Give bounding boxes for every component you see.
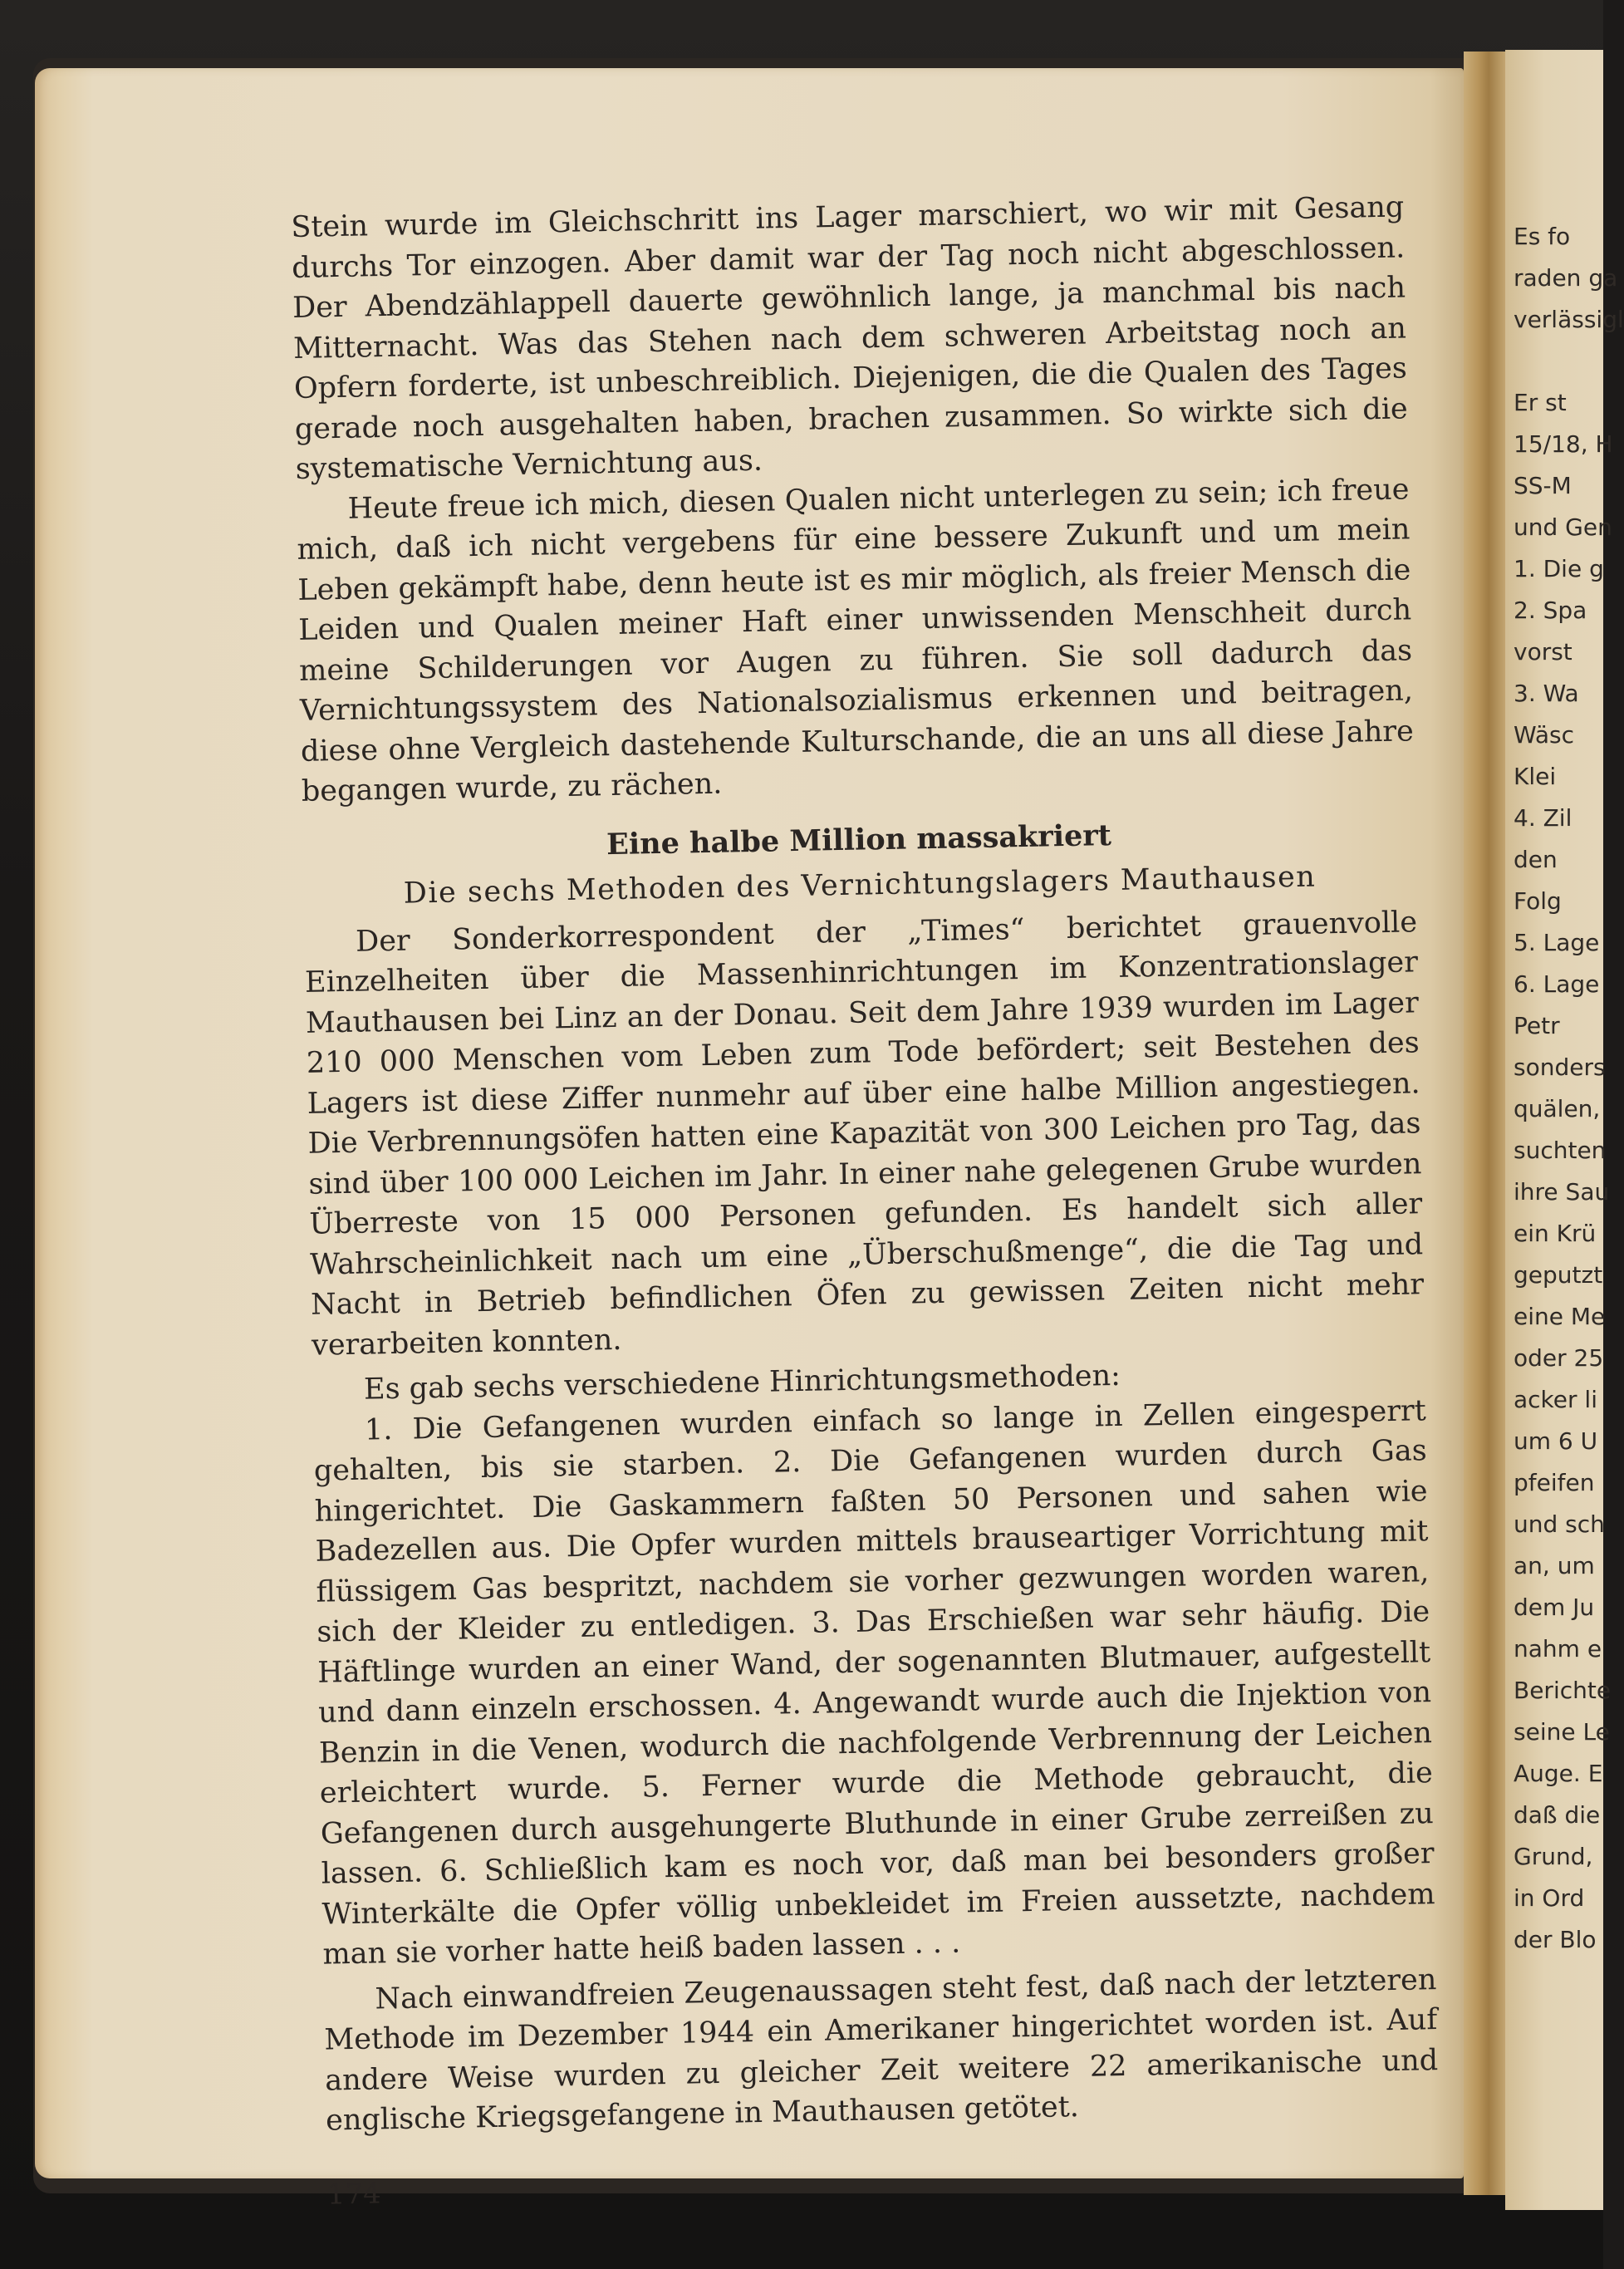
book-gutter (1464, 52, 1505, 2195)
right-line: Folg (1514, 887, 1562, 915)
right-line: seine Le (1514, 1718, 1610, 1746)
right-line: 3. Wa (1514, 680, 1579, 707)
right-line: oder 25 (1514, 1344, 1604, 1372)
right-line: Grund, (1514, 1843, 1593, 1870)
right-line: 2. Spa (1514, 597, 1587, 624)
left-page-text (291, 187, 1440, 2214)
page-number: 174 (326, 2176, 382, 2212)
right-line: Auge. E (1514, 1760, 1603, 1787)
right-line: und Gen (1514, 513, 1612, 541)
right-line: in Ord (1514, 1884, 1585, 1912)
paragraph-2: Heute freue ich mich, diesen Qualen nicht unterlegen zu sein; ich freue mich, daß ich nicht vergebens für eine bessere Zukunft und um mein Leben gekämpft habe, denn heute ist es mir möglich, als freier Mensch die Leiden und Qualen meiner Haft einer unwissenden Menschheit durch meine Schilderungen vor Augen zu führen. Sie soll dadurch das Vernichtungssystem des Nationalsozialismus erkennen und beitragen, diese ohne Vergleich dastehende Kulturschande, die an uns all diese Jahre begangen wurde, zu rächen. (297, 472, 1415, 808)
right-line: raden ga (1514, 264, 1618, 292)
right-line: acker li (1514, 1386, 1597, 1413)
right-line: quälen, (1514, 1095, 1601, 1122)
right-line: Er st (1514, 389, 1567, 416)
right-line: ein Krü (1514, 1220, 1597, 1247)
right-line: daß die (1514, 1801, 1601, 1829)
right-line: den (1514, 846, 1558, 873)
right-page-text (1514, 216, 1624, 1961)
right-line: pfeifen (1514, 1469, 1595, 1496)
section-heading: Eine halbe Million massakriert (606, 818, 1112, 862)
right-line: Wäsc (1514, 721, 1575, 749)
right-line: ihre Sau (1514, 1178, 1610, 1206)
right-line: 15/18, H (1514, 430, 1613, 458)
right-line: an, um (1514, 1552, 1595, 1579)
paragraph-4: Es gab sechs verschiedene Hinrichtungsmethoden: (363, 1358, 1121, 1407)
paragraph-6: Nach einwandfreien Zeugenaussagen steht fest, daß nach der letzteren Methode im Dezember 1944 ein Amerikaner hingerichtet worden ist. Auf andere Weise wurden zu gleicher Zeit weitere 22 amerikanische und englische Kriegsgefangene in Mauthausen getötet. (324, 1962, 1439, 2138)
right-line: Berichte (1514, 1677, 1612, 1704)
right-line: 5. Lage (1514, 929, 1600, 956)
right-line: Es fo (1514, 223, 1571, 250)
paragraph-3: Der Sonderkorrespondent der „Times“ berichtet grauenvolle Einzelheiten über die Massenhinrichtungen im Konzentrationslager Mauthausen bei Linz an der Donau. Seit dem Jahre 1939 wurden im Lager 210 000 Menschen vom Leben zum Tode befördert; seit Bestehen des Lagers ist diese Ziffer nunmehr auf über eine halbe Million angestiegen. Die Verbrennungsöfen hatten eine Kapazität von 300 Leichen pro Tag, das sind über 100 000 Leichen im Jahr. In einer nahe gelegenen Grube wurden Überreste von 15 000 Personen gefunden. Es handelt sich aller Wahrscheinlichkeit nach um eine „Überschußmenge“, die die Tag und Nacht in Betrieb befindlichen Öfen zu gewissen Zeiten nicht mehr verarbeiten konnten. (304, 905, 1425, 1363)
right-line: der Blo (1514, 1926, 1597, 1953)
right-line: und sch (1514, 1510, 1605, 1538)
right-line: 6. Lage (1514, 970, 1600, 998)
right-line: um 6 U (1514, 1427, 1598, 1455)
right-line: dem Ju (1514, 1594, 1595, 1621)
right-line (1514, 341, 1603, 382)
right-line: 4. Zil (1514, 804, 1572, 832)
section-subheading: Die sechs Methoden des Vernichtungslagers Mauthausen (403, 860, 1317, 911)
right-line: Klei (1514, 763, 1557, 790)
right-line: eine Me (1514, 1303, 1606, 1330)
right-line: sonders (1514, 1053, 1606, 1081)
right-line: 1. Die g (1514, 555, 1604, 582)
right-line: Petr (1514, 1012, 1560, 1039)
paragraph-5: 1. Die Gefangenen wurden einfach so lange in Zellen eingesperrt gehalten, bis sie starben. 2. Die Gefangenen wurden durch Gas hingerichtet. Die Gaskammern faßten 50 Personen und sahen wie Badezellen aus. Die Opfer wurden mittels brauseartiger Vorrichtung mit flüssigem Gas bespritzt, nachdem sie vorher gezwungen worden waren, sich der Kleider zu entledigen. 3. Das Erschießen war sehr häufig. Die Häftlinge wurden an einer Wand, der sogenannten Blutmauer, aufgestellt und dann einzeln erschossen. 4. Angewandt wurde auch die Injektion von Benzin in die Venen, wodurch die nachfolgende Verbrennung der Leichen erleichtert wurde. 5. Ferner wurde die Methode gebraucht, die Gefangenen durch ausgehungerte Bluthunde in einer Grube zerreißen zu lassen. 6. Schließlich kam es noch vor, daß man bei besonders großer Winterkälte die Opfer völlig unbekleidet im Freien aussetzte, nachdem man sie vorher hatte heiß baden lassen . . . (313, 1393, 1435, 1972)
right-line: suchten (1514, 1137, 1607, 1164)
right-line: verlässigl (1514, 306, 1624, 333)
right-line: vorst (1514, 638, 1572, 665)
paragraph-1: Stein wurde im Gleichschritt ins Lager marschiert, wo wir mit Gesang durchs Tor einzogen. Aber damit war der Tag noch nicht abgeschlossen. Der Abendzählappell dauerte gewöhnlich lange, ja manchmal bis nach Mitternacht. Was das Stehen nach dem schweren Arbeitstag noch an Opfern forderte, ist unbeschreiblich. Diejenigen, die die Qualen des Tages gerade noch ausgehalten haben, brachen zusammen. So wirkte sich die systematische Vernichtung aus. (291, 190, 1409, 486)
right-line: geputzt (1514, 1261, 1603, 1289)
right-line: nahm e (1514, 1635, 1602, 1662)
right-line: SS-M (1514, 472, 1572, 499)
